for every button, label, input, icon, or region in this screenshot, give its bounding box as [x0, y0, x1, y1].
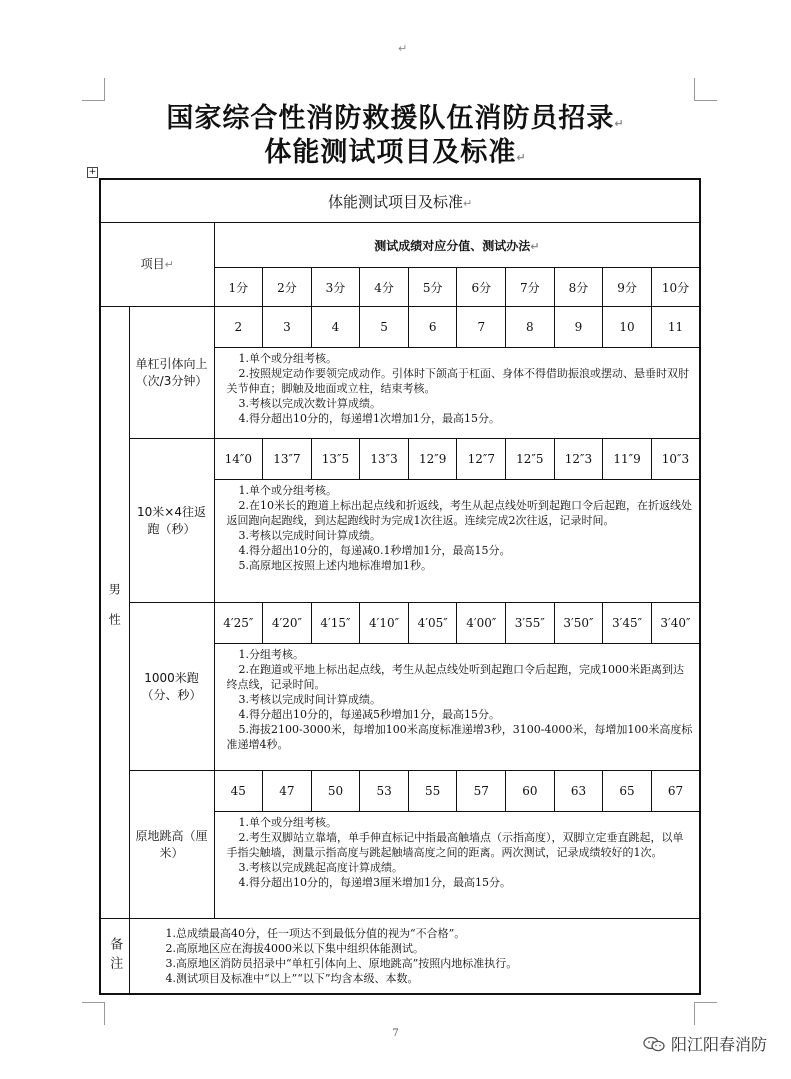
value-cell: 6: [408, 307, 457, 348]
value-cell: 55: [408, 771, 457, 812]
wechat-icon: [643, 1036, 665, 1052]
value-cell: 4′20″: [263, 603, 312, 644]
item-name: 原地跳高（厘米）: [129, 771, 214, 919]
page-title-line1: 国家综合性消防救援队伍消防员招录↵: [166, 103, 625, 134]
value-cell: 4′05″: [408, 603, 457, 644]
method-line: 5.海拔2100-3000米，每增加100米高度标准递增3秒，3100-4000米，每增加100米高度标准递增4秒。: [226, 723, 693, 751]
item-name: 单杠引体向上（次/3分钟）: [129, 307, 214, 439]
value-cell: 50: [311, 771, 360, 812]
value-cell: 4: [311, 307, 360, 348]
method-line: 2.在10米长的跑道上标出起点线和折返线，考生从起点线处听到起跑口令后起跑，在折返线处返回跑向起跑线，到达起跑线时为完成1次往返。连续完成2次往返，记录时间。: [226, 499, 692, 527]
method-line: 1.单个或分组考核。: [238, 484, 337, 497]
watermark: [643, 1032, 767, 1055]
value-cell: 63: [554, 771, 603, 812]
method-line: 2.考生双脚站立靠墙，单手伸直标记中指最高触墙点（示指高度），双脚立定垂直跳起，以单手指尖触墙，测量示指高度与跳起触墙高度之间的距离。两次测试，记录成绩较好的1次。: [226, 831, 684, 859]
method-line: 3.考核以完成时间计算成绩。: [238, 693, 381, 706]
method-line: 2.按照规定动作要领完成动作。引体时下颌高于杠面、身体不得借助振浪或摆动、悬垂时双肘关节伸直；脚触及地面或立柱，结束考核。: [226, 367, 689, 395]
value-cell: 4′15″: [311, 603, 360, 644]
method-line: 1.单个或分组考核。: [238, 352, 337, 365]
value-cell: 12″5: [506, 439, 555, 480]
point-cell: 3分: [311, 268, 360, 307]
value-cell: 3′50″: [554, 603, 603, 644]
item-name: 10米×4往返跑（秒）: [129, 439, 214, 603]
item-methods: [214, 480, 700, 603]
method-line: 1.单个或分组考核。: [238, 816, 337, 829]
point-cell: 10分: [651, 268, 700, 307]
point-cell: 4分: [360, 268, 409, 307]
value-cell: 67: [651, 771, 700, 812]
method-line: 4.得分超出10分的，每递增3厘米增加1分，最高15分。: [238, 876, 511, 889]
value-cell: 3′45″: [603, 603, 652, 644]
value-cell: 11″9: [603, 439, 652, 480]
value-cell: 3: [263, 307, 312, 348]
point-cell: 8分: [554, 268, 603, 307]
paragraph-mark: ↵: [398, 42, 408, 55]
value-cell: 10: [603, 307, 652, 348]
point-cell: 5分: [408, 268, 457, 307]
method-line: 4.得分超出10分的，每递减0.1秒增加1分，最高15分。: [238, 544, 511, 557]
value-cell: 57: [457, 771, 506, 812]
note-line: 2.高原地区应在海拔4000米以下集中组织体能测试。: [165, 942, 424, 955]
item-methods: [214, 812, 700, 919]
value-cell: 4′10″: [360, 603, 409, 644]
value-cell: 13″3: [360, 439, 409, 480]
note-line: 4.测试项目及标准中“以上”“以下”均含本级、本数。: [165, 972, 419, 985]
value-cell: 3′55″: [506, 603, 555, 644]
note-line: 1.总成绩最高40分，任一项达不到最低分值的视为“不合格”。: [165, 927, 466, 940]
method-line: 1.分组考核。: [238, 648, 304, 661]
standards-table: [99, 178, 699, 995]
score-header: 测试成绩对应分值、测试办法↵: [214, 223, 700, 268]
value-cell: 8: [506, 307, 555, 348]
method-line: 3.考核以完成跳起高度计算成绩。: [238, 861, 403, 874]
method-line: 3.考核以完成次数计算成绩。: [238, 397, 381, 410]
value-cell: 13″5: [311, 439, 360, 480]
corner-mark-bottom-left: [82, 1002, 105, 1025]
value-cell: 5: [360, 307, 409, 348]
item-name: 1000米跑（分、秒）: [129, 603, 214, 771]
value-cell: 4′00″: [457, 603, 506, 644]
note-line: 3.高原地区消防员招录中“单杠引体向上、原地跳高”按照内地标准执行。: [165, 957, 518, 970]
gender-label: 男性: [100, 307, 129, 919]
value-cell: 11: [651, 307, 700, 348]
notes-label: 备注: [100, 919, 129, 995]
item-header: 项目↵: [100, 223, 214, 307]
table-title: 体能测试项目及标准↵: [100, 179, 700, 223]
watermark-text: 阳江阳春消防: [670, 1035, 767, 1054]
method-line: 5.高原地区按照上述内地标准增加1秒。: [238, 559, 432, 572]
notes-content: [129, 919, 700, 995]
value-cell: 47: [263, 771, 312, 812]
value-cell: 53: [360, 771, 409, 812]
value-cell: 3′40″: [651, 603, 700, 644]
page-title-line2: 体能测试项目及标准↵: [264, 137, 527, 168]
method-line: 2.在跑道或平地上标出起点线，考生从起点线处听到起跑口令后起跑，完成1000米距离到达终点线，记录时间。: [226, 663, 684, 691]
point-cell: 2分: [263, 268, 312, 307]
page-number: 7: [392, 1028, 399, 1039]
value-cell: 9: [554, 307, 603, 348]
value-cell: 12″3: [554, 439, 603, 480]
method-line: 3.考核以完成时间计算成绩。: [238, 529, 381, 542]
item-methods: [214, 644, 700, 771]
corner-mark-bottom-right: [694, 1002, 717, 1025]
value-cell: 65: [603, 771, 652, 812]
point-cell: 1分: [214, 268, 263, 307]
value-cell: 12″9: [408, 439, 457, 480]
point-cell: 6分: [457, 268, 506, 307]
value-cell: 12″7: [457, 439, 506, 480]
value-cell: 13″7: [263, 439, 312, 480]
value-cell: 14″0: [214, 439, 263, 480]
value-cell: 45: [214, 771, 263, 812]
table-move-handle-icon[interactable]: +: [88, 167, 97, 177]
value-cell: 10″3: [651, 439, 700, 480]
method-line: 4.得分超出10分的，每递增1次增加1分，最高15分。: [238, 412, 500, 425]
value-cell: 7: [457, 307, 506, 348]
item-methods: [214, 348, 700, 439]
method-line: 4.得分超出10分的，每递减5秒增加1分，最高15分。: [238, 708, 500, 721]
value-cell: 4′25″: [214, 603, 263, 644]
point-cell: 7分: [506, 268, 555, 307]
value-cell: 2: [214, 307, 263, 348]
value-cell: 60: [506, 771, 555, 812]
point-cell: 9分: [603, 268, 652, 307]
